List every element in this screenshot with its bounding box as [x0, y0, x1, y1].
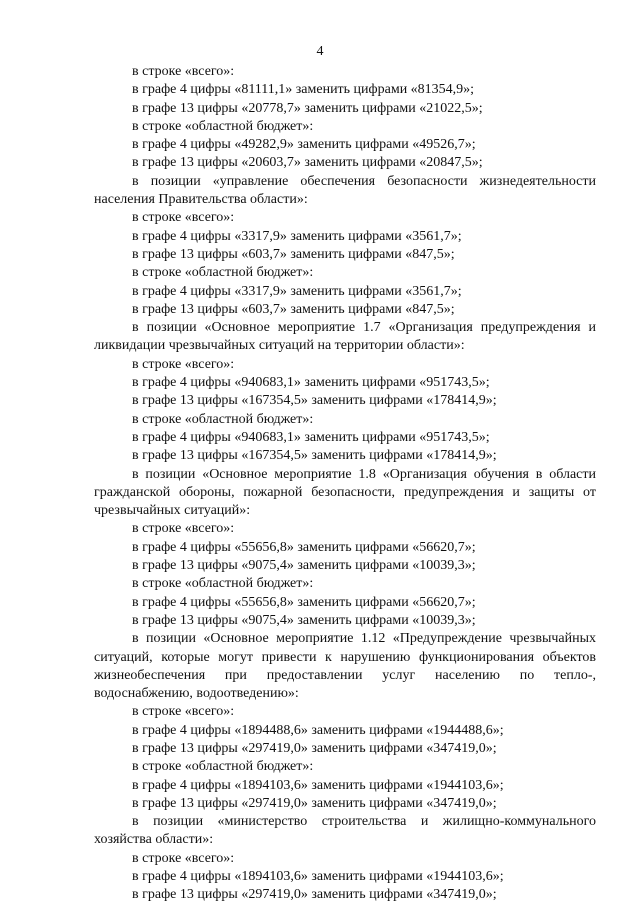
paragraph: в позиции «Основное мероприятие 1.7 «Организация предупреждения и ликвидации чрезвычайных ситуаций на территории области»: [94, 320, 596, 354]
paragraph: в позиции «управление обеспечения безопасности жизнедеятельности населения Правительства области»: [94, 173, 596, 208]
paragraph: в позиции «министерство строительства и жилищно-коммунального хозяйства области»: [94, 814, 596, 848]
paragraph: в графе 13 цифры «9075,4» заменить цифрами «10039,3»; [132, 612, 476, 628]
paragraph: в строке «областной бюджет»: [132, 118, 314, 134]
paragraph: в графе 13 цифры «603,7» заменить цифрами «847,5»; [132, 301, 455, 317]
paragraph: в строке «всего»: [132, 210, 235, 226]
paragraph: в графе 4 цифры «55656,8» заменить цифрами «56620,7»; [132, 539, 476, 555]
paragraph: в строке «областной бюджет»: [132, 411, 314, 427]
paragraph: в графе 4 цифры «55656,8» заменить цифрами «56620,7»; [132, 594, 476, 610]
paragraph: в графе 4 цифры «49282,9» заменить цифрами «49526,7»; [132, 137, 476, 153]
paragraph: в графе 4 цифры «1894103,6» заменить цифрами «1944103,6»; [132, 869, 504, 885]
paragraph: в графе 13 цифры «167354,5» заменить цифрами «178414,9»; [132, 448, 497, 464]
paragraph: в графе 13 цифры «20778,7» заменить цифрами «21022,5»; [132, 100, 483, 116]
paragraph: в позиции «Основное мероприятие 1.8 «Организация обучения в области гражданской обороны, пожарной безопасности, предупреждения и защиты от чрезвычайных ситуаций»: [94, 466, 596, 519]
paragraph: в графе 13 цифры «167354,5» заменить цифрами «178414,9»; [132, 393, 497, 409]
paragraph: в графе 13 цифры «297419,0» заменить цифрами «347419,0»; [132, 795, 497, 811]
paragraph: в строке «всего»: [132, 704, 235, 720]
paragraph: в строке «областной бюджет»: [132, 576, 314, 592]
paragraph: в строке «всего»: [132, 64, 235, 79]
document-body [94, 63, 596, 905]
paragraph: в строке «областной бюджет»: [132, 759, 314, 775]
paragraph: в графе 13 цифры «297419,0» заменить цифрами «347419,0»; [132, 887, 497, 903]
paragraph: в графе 4 цифры «940683,1» заменить цифрами «951743,5»; [132, 429, 490, 445]
paragraph: в графе 4 цифры «1894488,6» заменить цифрами «1944488,6»; [132, 722, 504, 738]
paragraph: в графе 4 цифры «3317,9» заменить цифрами «3561,7»; [132, 283, 462, 299]
page-number: 4 [316, 44, 324, 59]
paragraph: в графе 13 цифры «603,7» заменить цифрами «847,5»; [132, 246, 455, 262]
paragraph: в строке «всего»: [132, 521, 235, 537]
paragraph: в графе 13 цифры «9075,4» заменить цифрами «10039,3»; [132, 558, 476, 574]
paragraph: в позиции «Основное мероприятие 1.12 «Предупреждение чрезвычайных ситуаций, которые могут привести к нарушению функционирования объектов жизнеобеспечения при предоставлении услуг населению по тепло-, водоснабжению, водоотведению»: [94, 631, 596, 702]
paragraph: в строке «всего»: [132, 850, 235, 866]
paragraph: в графе 4 цифры «940683,1» заменить цифрами «951743,5»; [132, 375, 490, 391]
paragraph: в графе 13 цифры «20603,7» заменить цифрами «20847,5»; [132, 155, 483, 171]
paragraph: в графе 13 цифры «297419,0» заменить цифрами «347419,0»; [132, 740, 497, 756]
paragraph: в графе 4 цифры «1894103,6» заменить цифрами «1944103,6»; [132, 777, 504, 793]
paragraph: в строке «всего»: [132, 356, 235, 372]
paragraph: в графе 4 цифры «81111,1» заменить цифрами «81354,9»; [132, 82, 475, 98]
paragraph: в строке «областной бюджет»: [132, 265, 314, 281]
paragraph: в графе 4 цифры «3317,9» заменить цифрами «3561,7»; [132, 228, 462, 244]
